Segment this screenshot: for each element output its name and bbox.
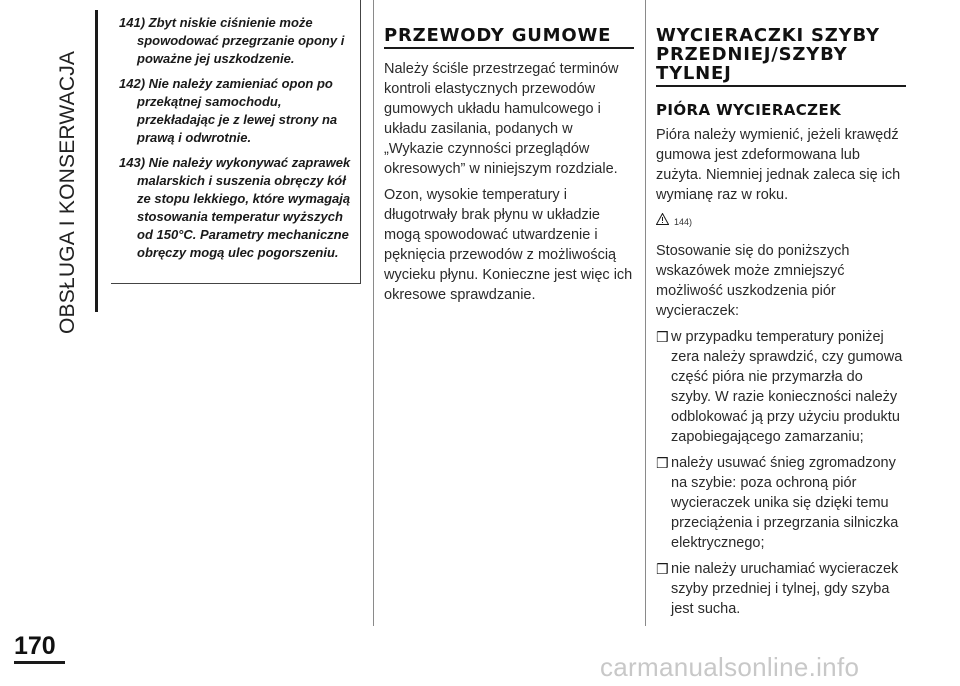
column-divider (373, 0, 374, 626)
footnote: 143) Nie należy wykonywać zaprawek malarskich i suszenia obręczy kół ze stopu lekkiego, które wymagają stosowania temperatur wyższych od 150°C. Parametry mechaniczne obręczy mogą ulec pogorszeniu. (119, 155, 351, 260)
footnote: 141) Zbyt niskie ciśnienie może spowodować przegrzanie opony i poważne jej uszkodzenie. (119, 15, 345, 66)
section-heading: PRZEWODY GUMOWE (384, 26, 634, 49)
paragraph: Ozon, wysokie temperatury i długotrwały brak płynu w układzie mogą spowodować utwardzenie i pęknięcia przewodów z możliwością wycieku płynu. Konieczne jest więc ich okresowe sprawdzanie. (384, 187, 633, 303)
list-item-text: nie należy uruchamiać wycieraczek szyby przedniej i tylnej, gdy szyba jest sucha. (671, 561, 899, 617)
section-heading: WYCIERACZKI SZYBY PRZEDNIEJ/SZYBY TYLNEJ (656, 26, 906, 87)
paragraph: Pióra należy wymienić, jeżeli krawędź gumowa jest zdeformowana lub zużyta. Niemniej jednak zaleca się ich wymianę raz w roku. (656, 127, 901, 203)
list-item (656, 559, 906, 619)
section-title-vertical: OBSŁUGA I KONSERWACJA (56, 50, 79, 334)
list-item-text: należy usuwać śnieg zgromadzony na szybie: poza ochroną piór wycieraczek unika się dzięki temu przeciążenia i przegrzania silniczka elektrycznego; (671, 455, 899, 551)
footnotes-box (111, 0, 361, 284)
footnote: 142) Nie należy zamieniać opon po przekątnej samochodu, przekładając je z lewej strony na prawą i odwrotnie. (119, 76, 338, 145)
checkbox-bullet-icon: ❒ (656, 561, 669, 577)
hoses-section (384, 26, 634, 311)
checkbox-bullet-icon: ❒ (656, 455, 669, 471)
checkbox-bullet-icon: ❒ (656, 329, 669, 345)
paragraph: Należy ściśle przestrzegać terminów kontroli elastycznych przewodów gumowych układu hamulcowego i układu zasilania, podanych w „Wykazie czynności przeglądów okresowych” w niniejszym rozdziale. (384, 61, 619, 177)
column-divider (645, 0, 646, 626)
list-item-text: w przypadku temperatury poniżej zera należy sprawdzić, czy gumowa część pióra nie przymarzła do szyby. W razie konieczności należy odblokować ją przy użyciu produktu zapobiegającego zamarzaniu; (671, 329, 903, 445)
paragraph: Stosowanie się do poniższych wskazówek może zmniejszyć możliwość uszkodzenia piór wycieraczek: (656, 243, 850, 319)
wipers-section (656, 26, 906, 625)
subsection-heading: PIÓRA WYCIERACZEK (656, 101, 842, 119)
section-title-rule (95, 10, 98, 312)
warning-number: 144) (674, 217, 693, 227)
warning-triangle-icon (656, 213, 669, 225)
list-item (656, 327, 906, 447)
watermark: carmanualsonline.info (600, 652, 860, 682)
warning-reference (656, 213, 906, 235)
page-number-rule (14, 661, 65, 664)
list-item (656, 453, 906, 553)
page-number: 170 (14, 632, 56, 660)
